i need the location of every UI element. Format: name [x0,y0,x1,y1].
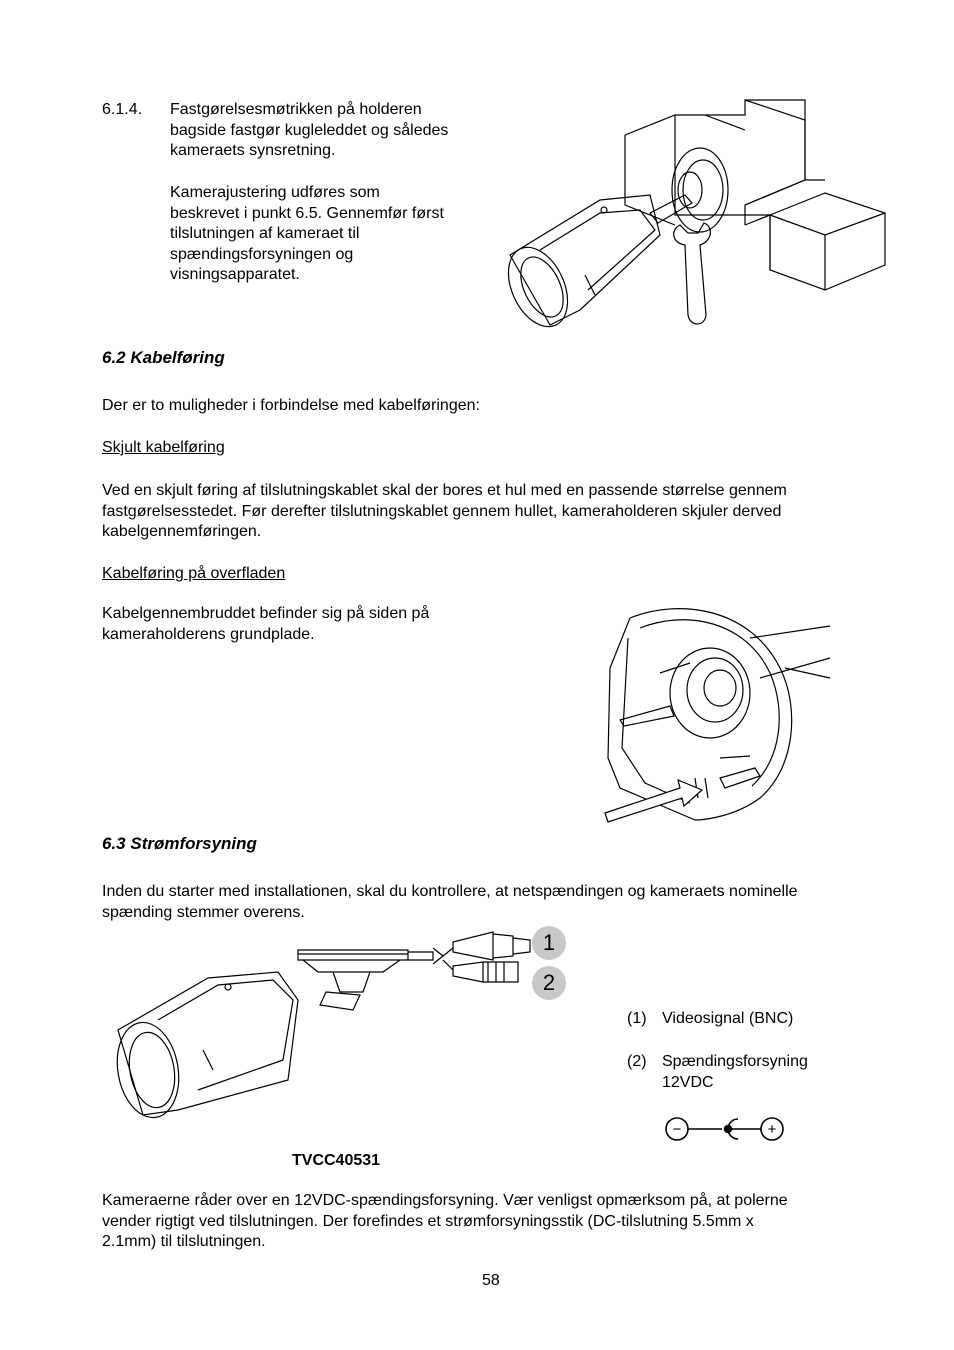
text-line: beskrevet i punkt 6.5. Gennemfør først [170,204,444,222]
text-line: Ved en skjult føring af tilslutningskablet skal der bores et hul med en passende størrelse gennem [102,482,787,499]
legend-item-1-text: Videosignal (BNC) [662,1010,794,1027]
surface-cabling-title: Kabelføring på overfladen [102,565,286,582]
text-line: Kameraerne råder over en 12VDC-spændingsforsyning. Vær venligst opmærksom på, at polerne [102,1192,788,1209]
text-line: Fastgørelsesmøtrikken på holderen [170,101,422,118]
text-line: bagside fastgør kugleleddet og således [170,121,449,139]
text-line: fastgørelsesstedet. Før derefter tilslutningskablet gennem hullet, kameraholderen skjuler derved [102,502,782,520]
text-line: kabelgennemføringen. [102,523,262,540]
text-line: tilslutningen af kameraet til [170,225,360,242]
section-63-intro [102,882,892,923]
section-614-para2 [170,183,490,286]
text-line: Spændingsforsyning [662,1053,808,1070]
hidden-cabling-text [102,481,882,543]
text-line: visningsapparatet. [170,266,300,283]
text-line: kameraholderens grundplade. [102,625,315,643]
text-line: kameraets synsretning. [170,142,336,159]
page-number: 58 [482,1272,500,1289]
section-63-title: 6.3 Strømforsyning [102,834,257,853]
text-line: 2.1mm) til tilslutningen. [102,1233,266,1250]
text-line: Kabelgennembruddet befinder sig på siden på [102,605,430,622]
connector-badge-2: 2 [532,966,566,1000]
hidden-cabling-title: Skjult kabelføring [102,439,225,456]
camera-wall-mount-illustration [500,95,885,340]
legend-item-1-num: (1) [627,1010,647,1027]
legend-item-2-num: (2) [627,1053,647,1070]
text-line: spænding stemmer overens. [102,903,305,921]
mount-base-plate-illustration [600,598,835,823]
surface-cabling-text [102,604,522,645]
dc-polarity-symbol [662,1115,790,1143]
polarity-minus-sign: − [672,1121,682,1138]
text-line: Kamerajustering udføres som [170,184,380,201]
section-63-outro [102,1191,892,1253]
connector-badge-1: 1 [532,926,566,960]
section-number: 6.1.4. [102,101,143,118]
section-614-para1 [170,100,490,162]
text-line: spændingsforsyningen og [170,245,354,263]
section-62-intro: Der er to muligheder i forbindelse med kabelføringen: [102,397,480,414]
legend-item-2-text [662,1052,808,1093]
model-label: TVCC40531 [292,1152,381,1169]
text-line: Inden du starter med installationen, skal du kontrollere, at netspændingen og kameraets nominelle [102,883,798,900]
text-line: 12VDC [662,1073,714,1091]
polarity-plus-sign: + [767,1121,777,1138]
section-62-title: 6.2 Kabelføring [102,348,225,367]
camera-connectors-illustration [108,930,533,1130]
text-line: vender rigtigt ved tilslutningen. Der forefindes et strømforsyningsstik (DC-tilslutning 5.5mm x [102,1212,754,1230]
